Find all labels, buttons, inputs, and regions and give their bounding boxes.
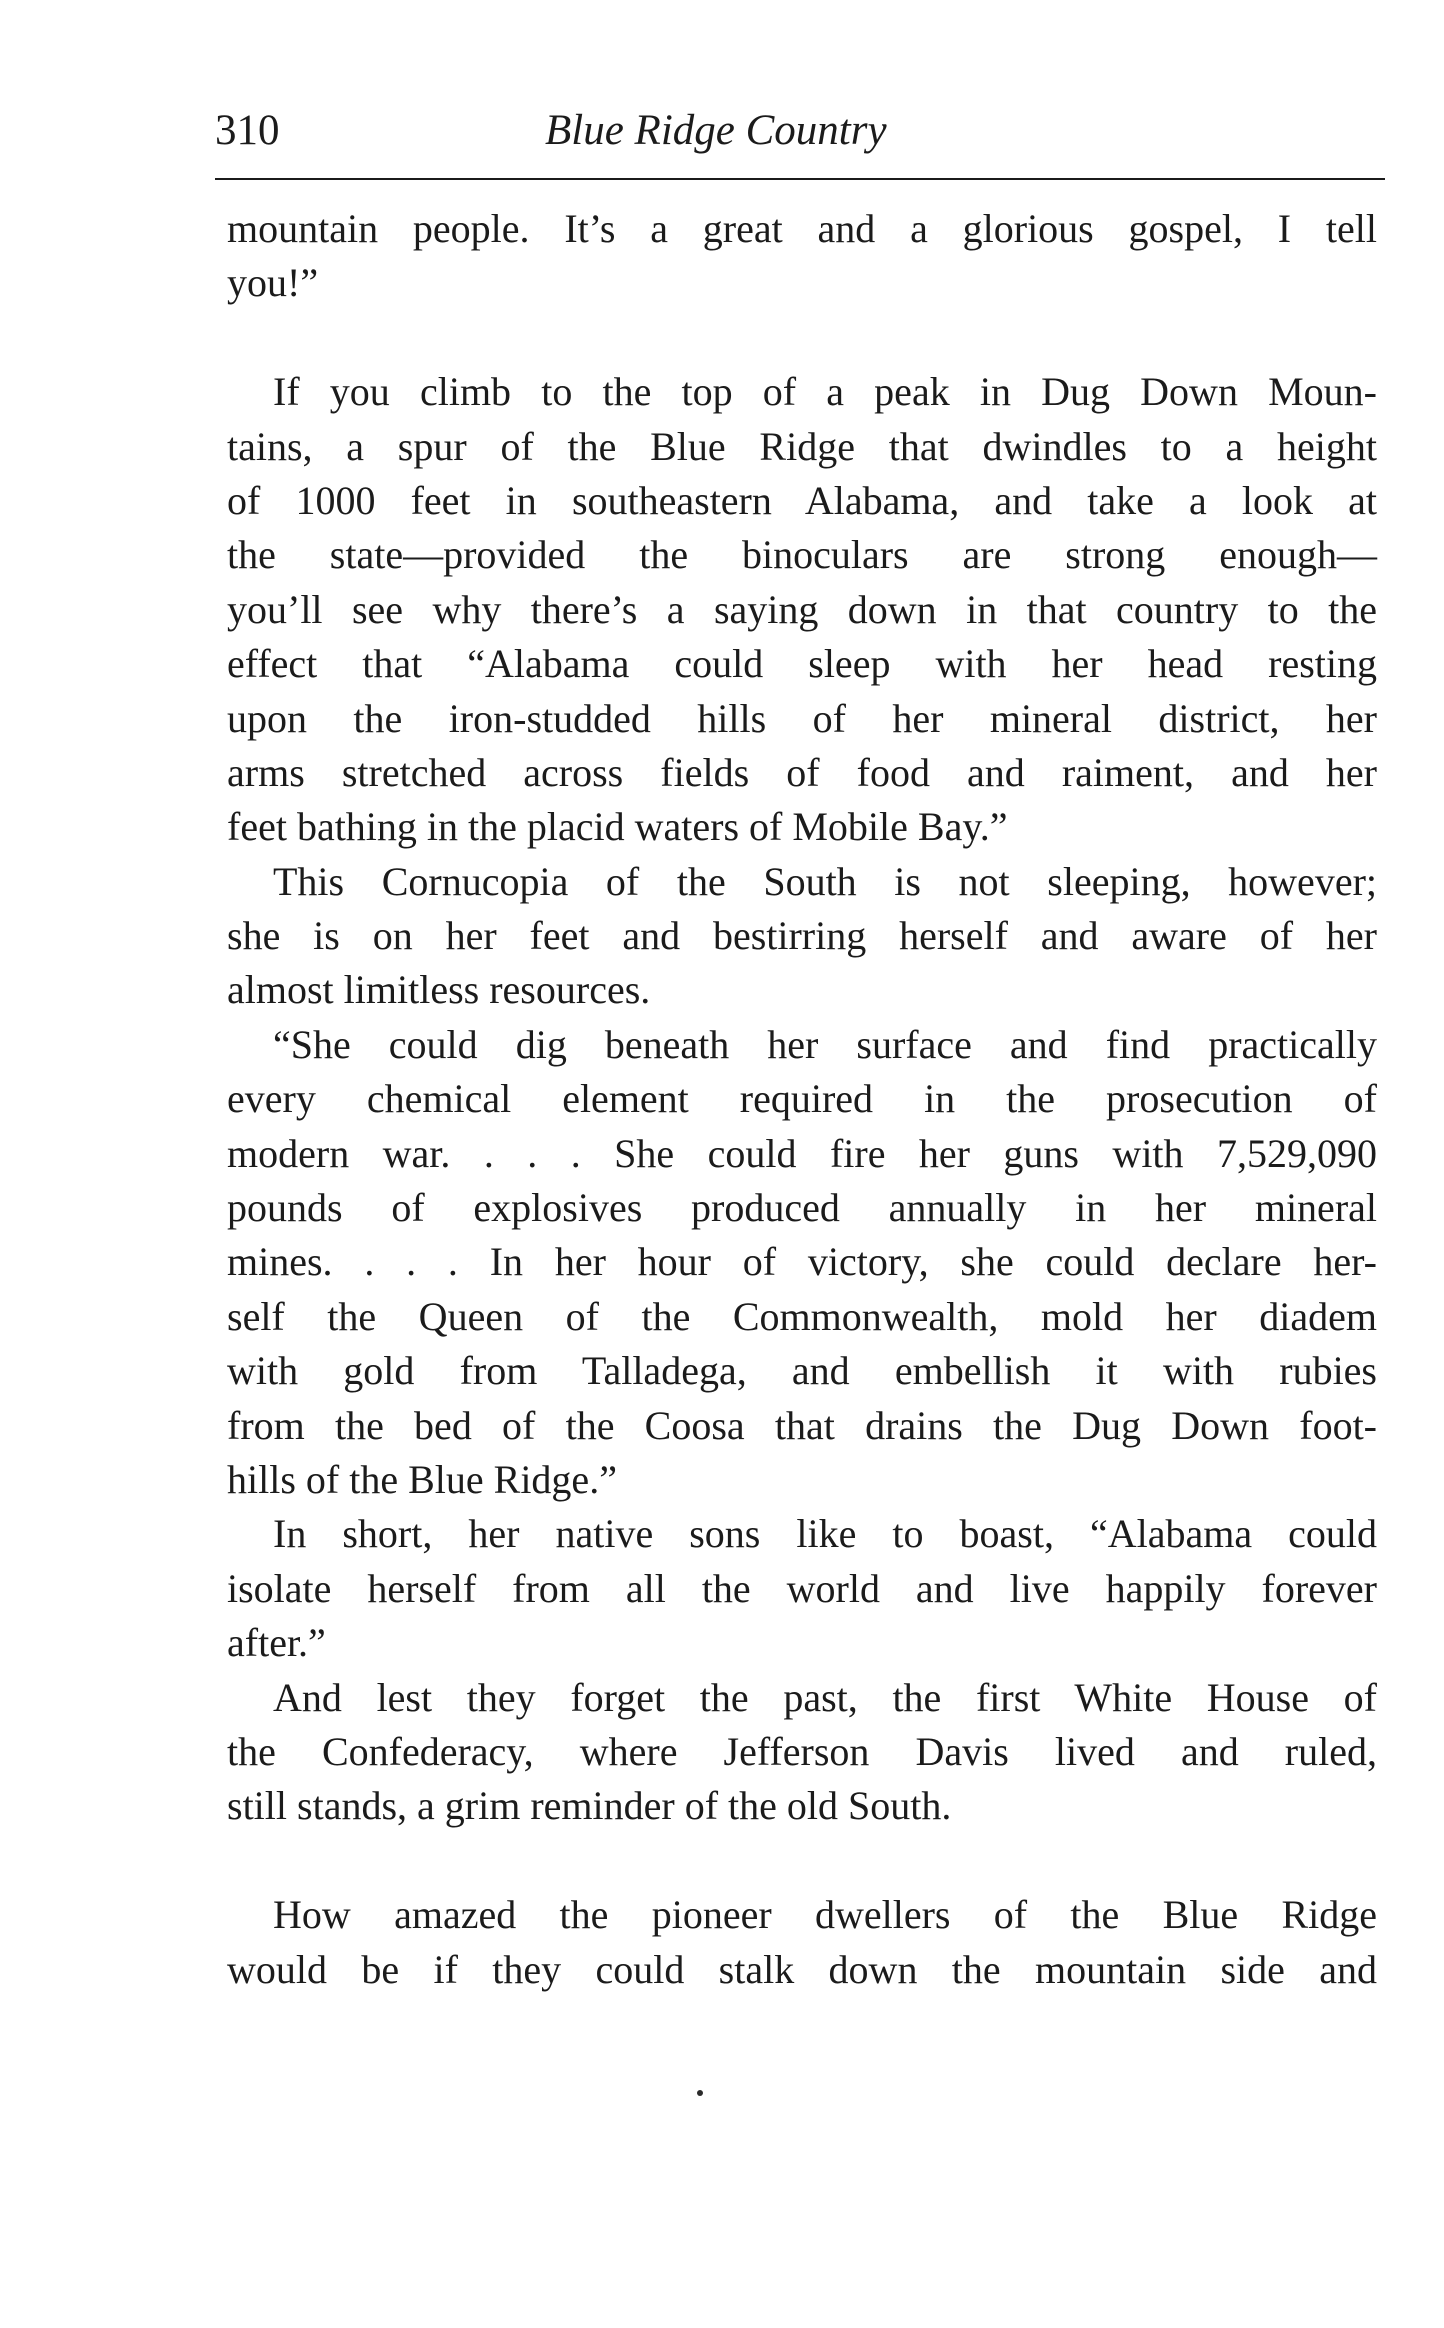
text-line: from the bed of the Coosa that drains the Dug Down foot- [227, 1402, 1377, 1448]
body-text [227, 202, 1377, 1997]
text-line: upon the iron-studded hills of her mineral district, her [227, 695, 1377, 741]
running-title: Blue Ridge Country [545, 107, 887, 154]
text-line: every chemical element required in the prosecution of [227, 1076, 1377, 1122]
header-rule [215, 178, 1385, 180]
text-line: hills of the Blue Ridge.” [227, 1456, 617, 1502]
text-line: self the Queen of the Commonwealth, mold her diadem [227, 1293, 1377, 1339]
text-line: How amazed the pioneer dwellers of the Blue Ridge [273, 1892, 1377, 1938]
text-line: This Cornucopia of the South is not sleeping, however; [273, 858, 1377, 904]
text-line: “She could dig beneath her surface and find practically [273, 1021, 1377, 1067]
text-line: she is on her feet and bestirring herself and aware of her [227, 913, 1377, 959]
page-number: 310 [215, 107, 280, 154]
text-line: arms stretched across fields of food and raiment, and her [227, 749, 1377, 795]
text-line: mines. . . . In her hour of victory, she could declare her- [227, 1239, 1377, 1285]
text-line: tains, a spur of the Blue Ridge that dwindles to a height [227, 423, 1377, 469]
text-line: In short, her native sons like to boast, “Alabama could [273, 1511, 1377, 1557]
text-line: the Confederacy, where Jefferson Davis lived and ruled, [227, 1728, 1377, 1774]
text-line: of 1000 feet in southeastern Alabama, and take a look at [227, 477, 1377, 523]
page-speck [697, 2090, 703, 2096]
text-line: would be if they could stalk down the mountain side and [227, 1946, 1377, 1992]
text-line: almost limitless resources. [227, 967, 651, 1013]
text-line: feet bathing in the placid waters of Mobile Bay.” [227, 804, 1008, 850]
text-line: isolate herself from all the world and live happily forever [227, 1565, 1377, 1611]
text-line: effect that “Alabama could sleep with her head resting [227, 641, 1377, 687]
section-break [227, 311, 1377, 365]
text-line: you’ll see why there’s a saying down in that country to the [227, 586, 1377, 632]
text-line: after.” [227, 1620, 326, 1666]
text-line: with gold from Talladega, and embellish it with rubies [227, 1348, 1377, 1394]
section-break [227, 1834, 1377, 1888]
running-head [215, 96, 1380, 166]
text-line: mountain people. It’s a great and a glorious gospel, I tell [227, 206, 1377, 251]
text-line: And lest they forget the past, the first White House of [273, 1674, 1377, 1720]
text-line: modern war. . . . She could fire her guns with 7,529,090 [227, 1130, 1377, 1176]
text-line: still stands, a grim reminder of the old South. [227, 1783, 952, 1829]
text-line: the state—provided the binoculars are strong enough— [227, 532, 1377, 578]
text-line: you!” [227, 260, 319, 306]
text-line: pounds of explosives produced annually in her mineral [227, 1185, 1377, 1231]
text-line: If you climb to the top of a peak in Dug Down Moun- [273, 369, 1377, 415]
